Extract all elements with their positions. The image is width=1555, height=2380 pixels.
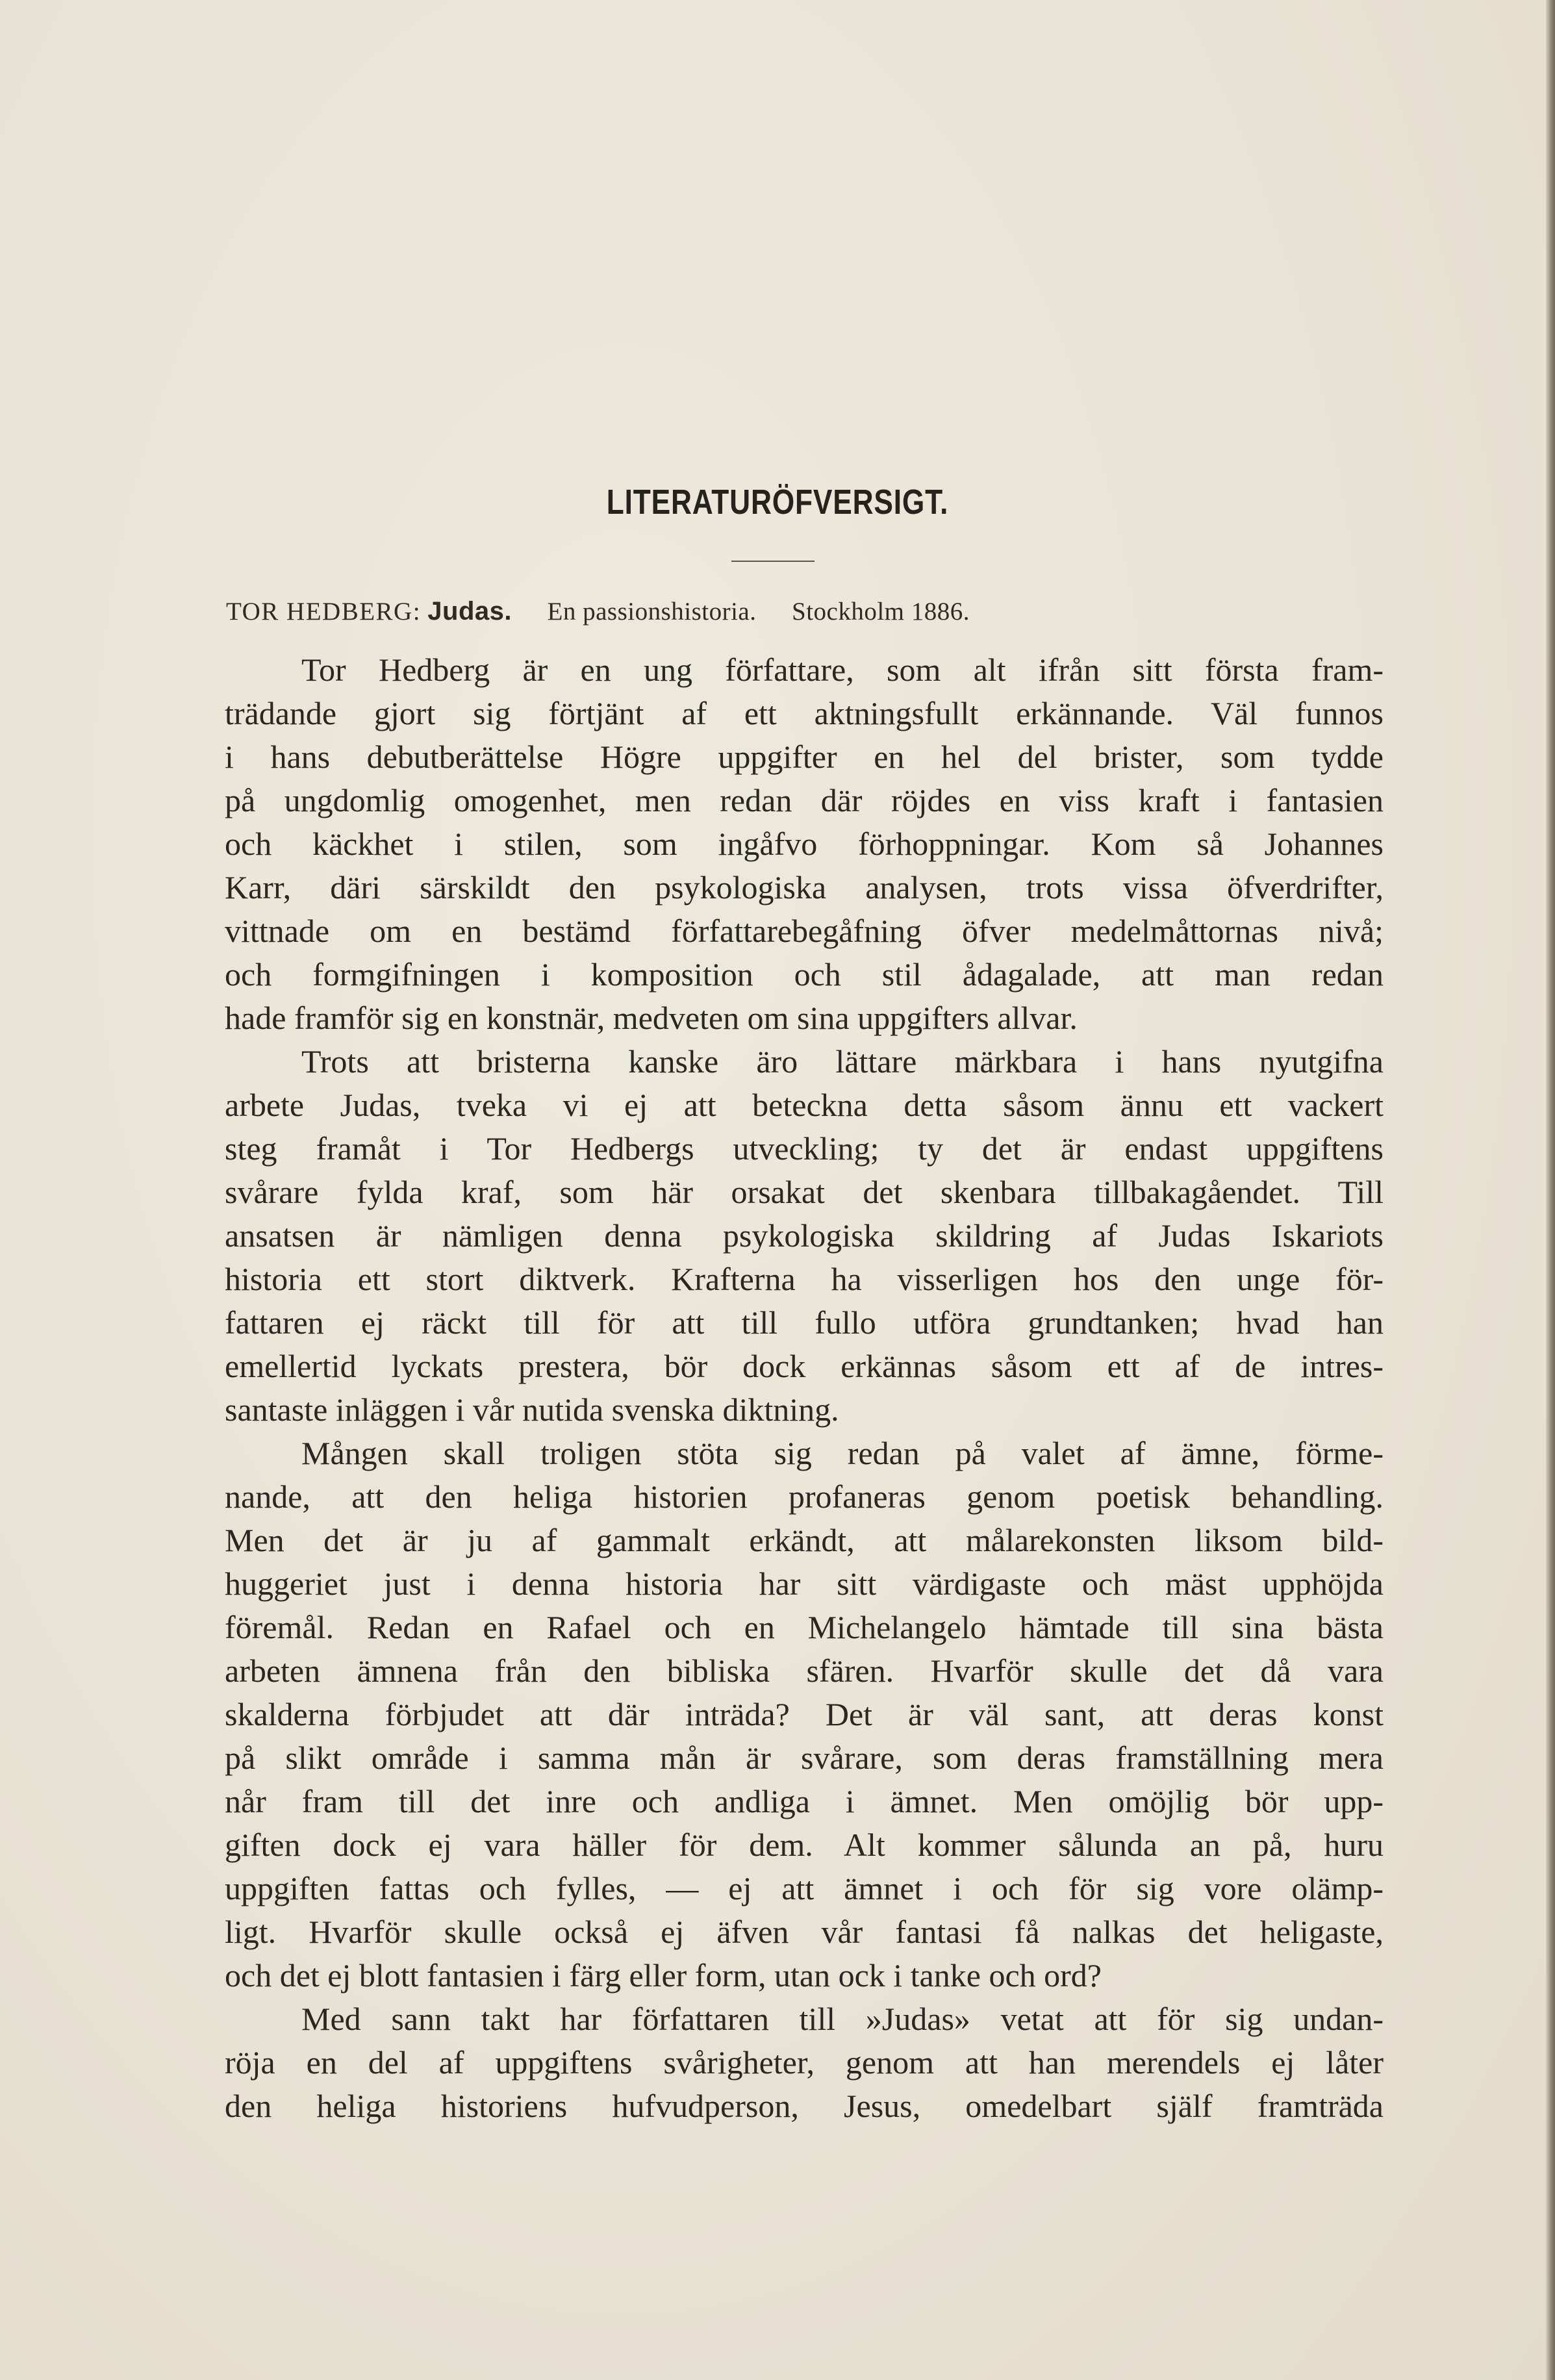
text-line: på slikt område i samma mån är svårare, som deras framställning mera <box>225 1740 1384 1776</box>
page-edge <box>1546 0 1555 2380</box>
text-line: Mången skall troligen stöta sig redan på valet af ämne, förme- <box>301 1435 1384 1471</box>
text-line: den heliga historiens hufvudperson, Jesus, omedelbart själf framträda <box>225 2088 1384 2124</box>
text-line: Tor Hedberg är en ung författare, som alt ifrån sitt första fram- <box>301 652 1384 688</box>
text-line: röja en del af uppgiftens svårigheter, genom att han merendels ej låter <box>225 2044 1384 2081</box>
text-line: på ungdomlig omogenhet, men redan där röjdes en viss kraft i fantasien <box>225 782 1384 818</box>
text-line: svårare fylda kraf, som här orsakat det skenbara tillbakagåendet. Till <box>225 1174 1384 1210</box>
text-line: Trots att bristerna kanske äro lättare märkbara i hans nyutgifna <box>301 1043 1384 1080</box>
text-line: hade framför sig en konstnär, medveten om sina uppgifters allvar. <box>225 1000 1078 1036</box>
text-line: Med sann takt har författaren till »Judas» vetat att för sig undan- <box>301 2001 1384 2037</box>
text-line: fattaren ej räckt till för att till fullo utföra grundtanken; hvad han <box>225 1304 1384 1341</box>
heading-rule <box>731 561 815 562</box>
text-line: Men det är ju af gammalt erkändt, att målarekonsten liksom bild- <box>225 1522 1384 1558</box>
text-line: nande, att den heliga historien profaneras genom poetisk behandling. <box>225 1478 1384 1515</box>
text-line: ansatsen är nämligen denna psykologiska skildring af Judas Iskariots <box>225 1217 1384 1254</box>
section-heading: LITERATURÖFVERSIGT. <box>606 483 949 522</box>
text-line: når fram till det inre och andliga i ämnet. Men omöjlig bör upp- <box>225 1783 1384 1819</box>
text-line: emellertid lyckats prestera, bör dock erkännas såsom ett af de intres- <box>225 1348 1384 1384</box>
text-line: santaste inläggen i vår nutida svenska diktning. <box>225 1391 839 1428</box>
byline-subtitle: En passionshistoria. <box>547 598 757 626</box>
text-line: och formgifningen i komposition och stil ådagalade, att man redan <box>225 956 1384 993</box>
text-line: i hans debutberättelse Högre uppgifter en hel del brister, som tydde <box>225 739 1384 775</box>
text-line: och käckhet i stilen, som ingåfvo förhoppningar. Kom så Johannes <box>225 826 1384 862</box>
text-line: arbeten ämnena från den bibliska sfären. Hvarför skulle det då vara <box>225 1652 1384 1689</box>
text-line: huggeriet just i denna historia har sitt värdigaste och mäst upphöjda <box>225 1565 1384 1602</box>
text-line: trädande gjort sig förtjänt af ett aktningsfullt erkännande. Väl funnos <box>225 695 1384 731</box>
review-byline <box>226 597 970 626</box>
text-line: steg framåt i Tor Hedbergs utveckling; ty det är endast uppgiftens <box>225 1130 1384 1167</box>
text-line: historia ett stort diktverk. Krafterna ha visserligen hos den unge för- <box>225 1261 1384 1297</box>
text-line: föremål. Redan en Rafael och en Michelangelo hämtade till sina bästa <box>225 1609 1384 1645</box>
text-line: giften dock ej vara häller för dem. Alt kommer sålunda an på, huru <box>225 1827 1384 1863</box>
body-text <box>225 648 1384 2128</box>
byline-author: TOR HEDBERG: <box>226 598 422 626</box>
text-line: Karr, däri särskildt den psykologiska analysen, trots vissa öfverdrifter, <box>225 869 1384 905</box>
byline-title: Judas. <box>427 597 512 626</box>
text-line: ligt. Hvarför skulle också ej äfven vår fantasi få nalkas det heligaste, <box>225 1914 1384 1950</box>
byline-place-year: Stockholm 1886. <box>792 598 970 626</box>
text-line: vittnade om en bestämd författarebegåfning öfver medelmåttornas nivå; <box>225 913 1384 949</box>
text-line: skalderna förbjudet att där inträda? Det är väl sant, att deras konst <box>225 1696 1384 1732</box>
text-line: arbete Judas, tveka vi ej att beteckna detta såsom ännu ett vackert <box>225 1087 1384 1123</box>
text-line: uppgiften fattas och fylles, — ej att ämnet i och för sig vore olämp- <box>225 1870 1384 1906</box>
text-line: och det ej blott fantasien i färg eller form, utan ock i tanke och ord? <box>225 1957 1102 1994</box>
